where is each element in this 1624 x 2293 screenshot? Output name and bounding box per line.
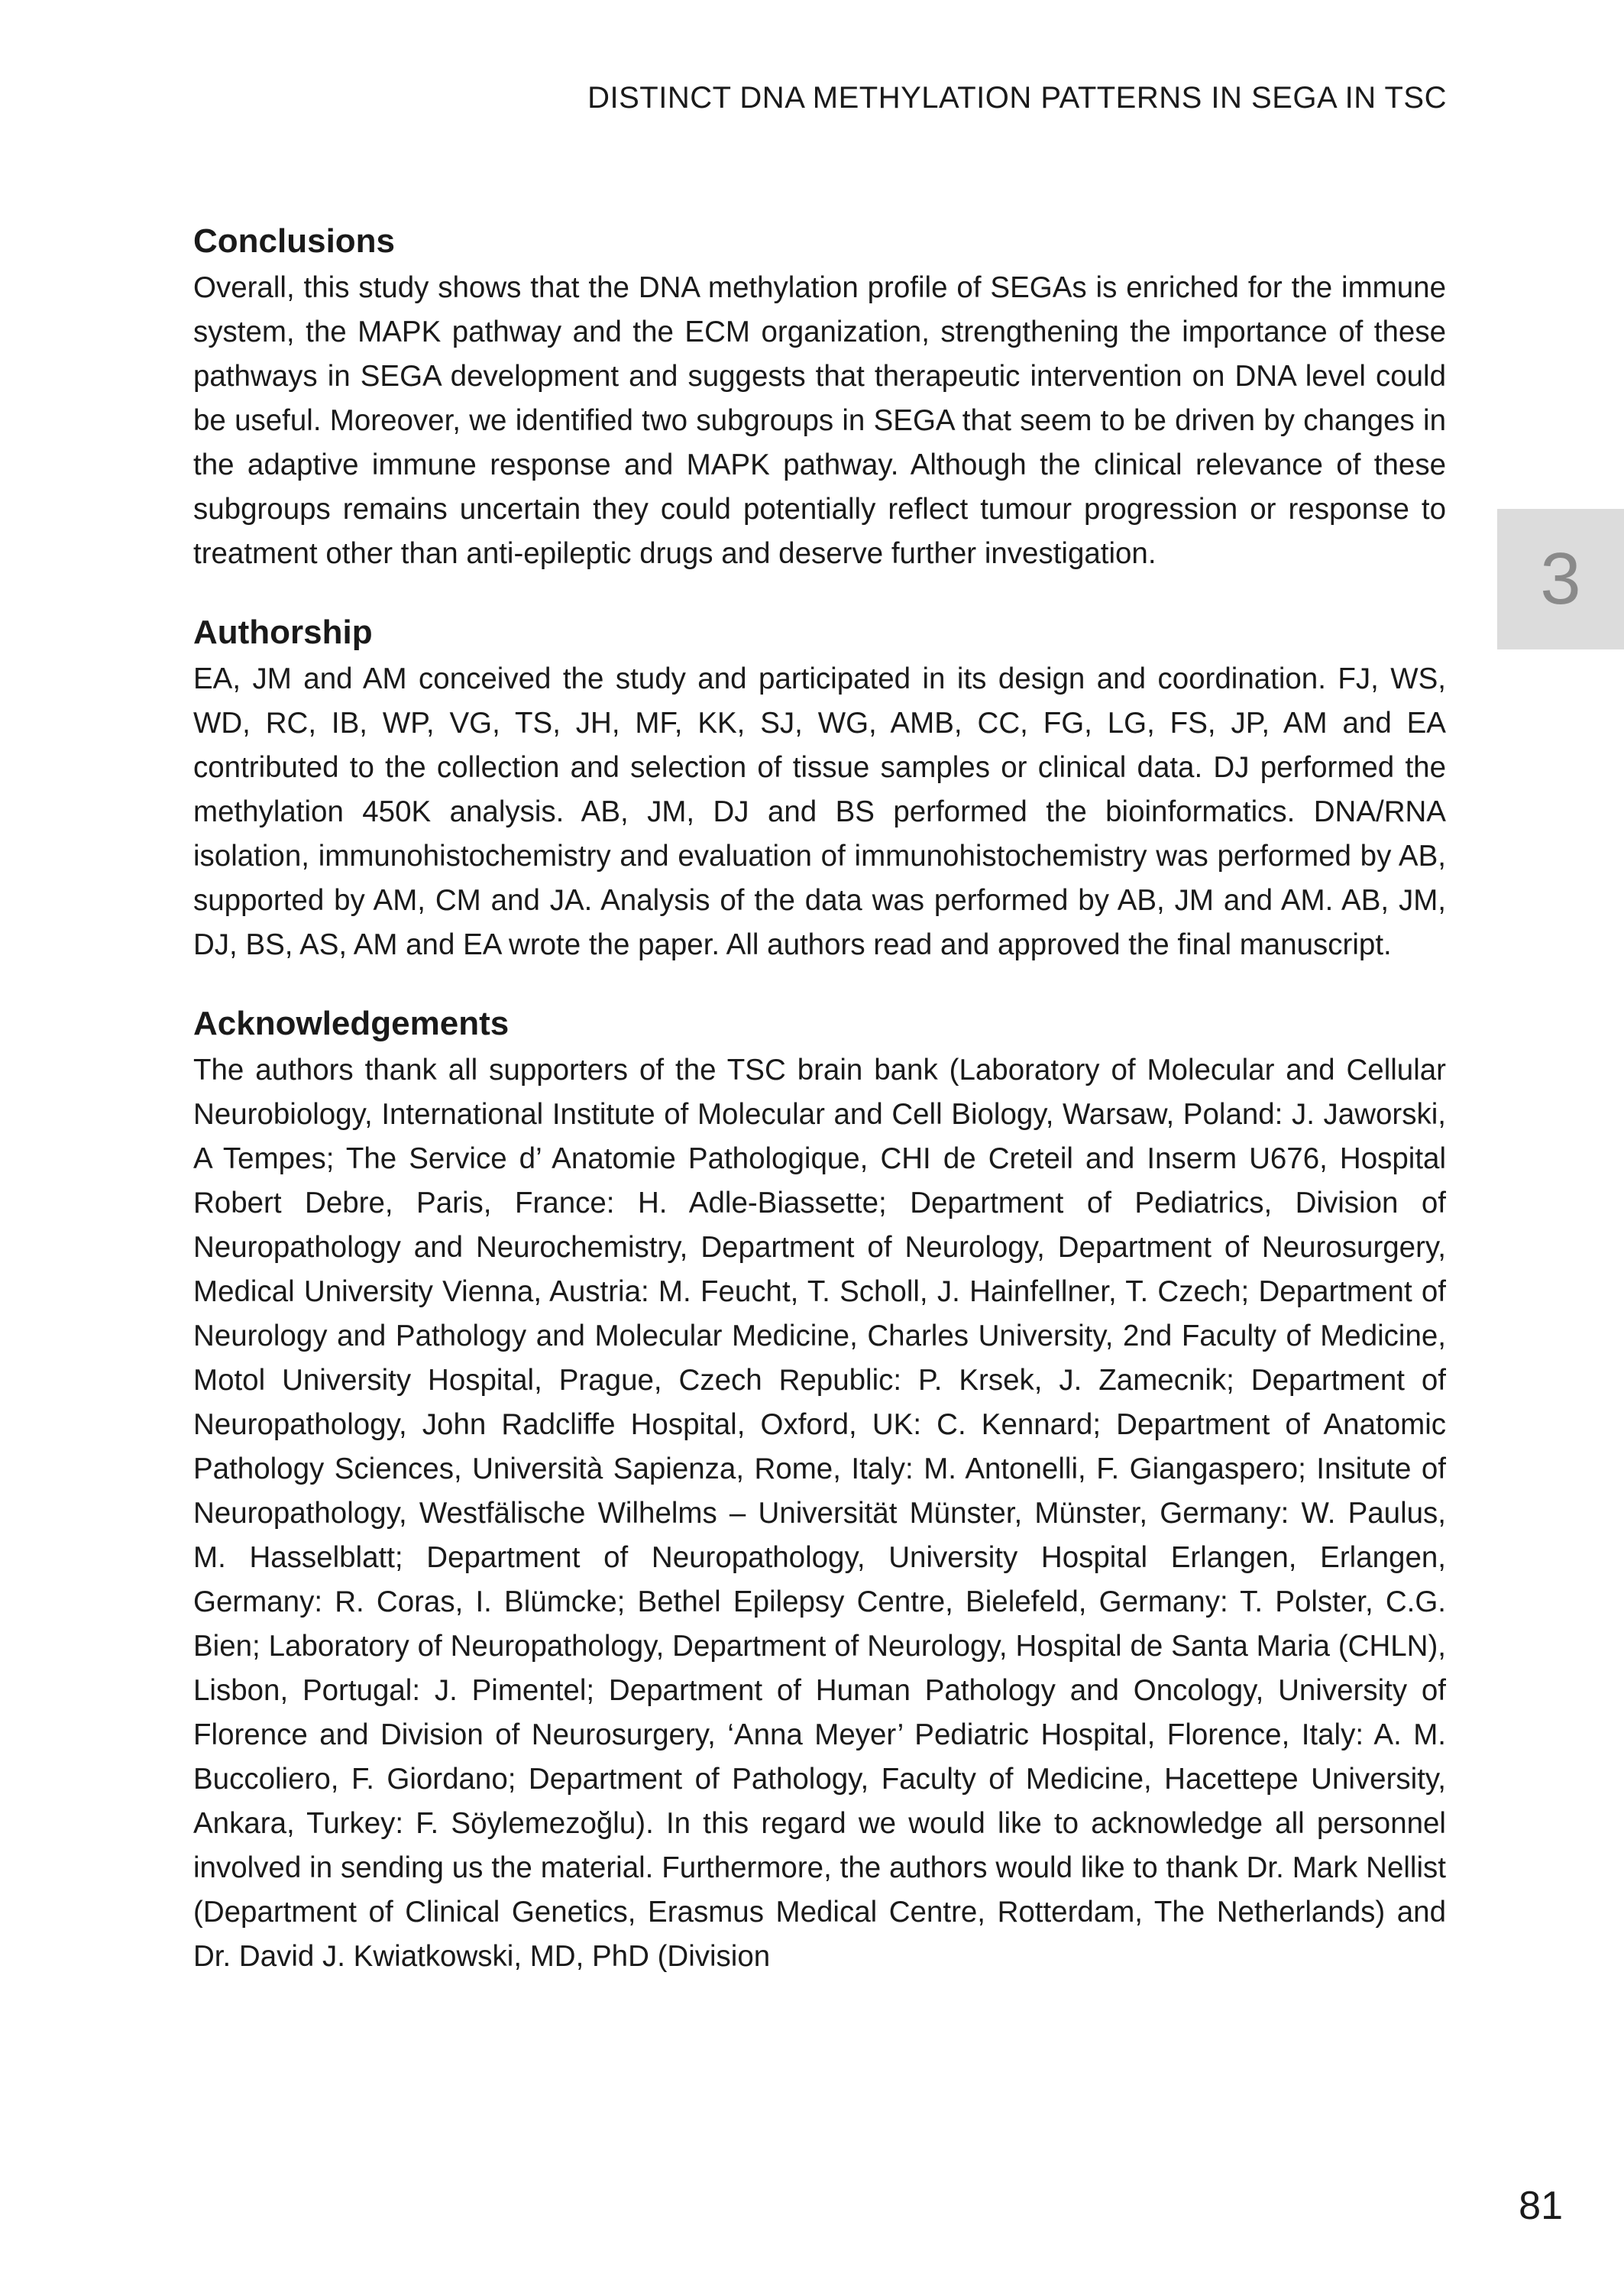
acknowledgements-text: The authors thank all supporters of the TSC brain bank (Laboratory of Molecular and Cellular Neurobiology, International Institute of Molecular and Cell Biology, Warsaw, Poland: J. Jaworski, A Tempes; The Service d’ Anatomie Pathologique, CHI de Creteil and Inserm U676, Hospital Robert Debre, Paris, France: H. Adle-Biassette; Department of Pediatrics, Division of Neuropathology and Neurochemistry, Department of Neurology, Department of Neurosurgery, Medical University Vienna, Austria: M. Feucht, T. Scholl, J. Hainfellner, T. Czech; Department of Neurology and Pathology and Molecular Medicine, Charles University, 2nd Faculty of Medicine, Motol University Hospital, Prague, Czech Republic: P. Krsek, J. Zamecnik; Department of Neuropathology, John Radcliffe Hospital, Oxford, UK: C. Kennard; Department of Anatomic Pathology Sciences, Università Sapienza, Rome, Italy: M. Antonelli, F. Giangaspero; Insitute of Neuropathology, Westfälische Wilhelms – Universität Münster, Münster, Germany: W. Paulus, M. Hasselblatt; Department of Neuropathology, University Hospital Erlangen, Erlangen, Germany: R. Coras, I. Blümcke; Bethel Epilepsy Centre, Bielefeld, Germany: T. Polster, C.G. Bien; Laboratory of Neuropathology, Department of Neurology, Hospital de Santa Maria (CHLN), Lisbon, Portugal: J. Pimentel; Department of Human Pathology and Oncology, University of Florence and Division of Neurosurgery, ‘Anna Meyer’ Pediatric Hospital, Florence, Italy: A. M. Buccoliero, F. Giordano; Department of Pathology, Faculty of Medicine, Hacettepe University, Ankara, Turkey: F. Söylemezoğlu). In this regard we would like to acknowledge all personnel involved in sending us the material. Furthermore, the authors would like to thank Dr. Mark Nellist (Department of Clinical Genetics, Erasmus Medical Centre, Rotterdam, The Netherlands) and Dr. David J. Kwiatkowski, MD, PhD (Division — [193, 1054, 1446, 1973]
section-authorship — [193, 611, 1446, 967]
chapter-tab — [1497, 509, 1624, 649]
authorship-heading: Authorship — [193, 614, 373, 651]
chapter-number: 3 — [1540, 538, 1581, 620]
conclusions-heading: Conclusions — [193, 222, 396, 260]
section-acknowledgements — [193, 1002, 1446, 1979]
authorship-text: EA, JM and AM conceived the study and participated in its design and coordination. FJ, WS, WD, RC, IB, WP, VG, TS, JH, MF, KK, SJ, WG, AMB, CC, FG, LG, FS, JP, AM and EA contributed to the collection and selection of tissue samples or clinical data. DJ performed the methylation 450K analysis. AB, JM, DJ and BS performed the bioinformatics. DNA/RNA isolation, immunohistochemistry and evaluation of immunohistochemistry was performed by AB, supported by AM, CM and JA. Analysis of the data was performed by AB, JM and AM. AB, JM, DJ, BS, AS, AM and EA wrote the paper. All authors read and approved the final manuscript. — [193, 662, 1446, 961]
acknowledgements-heading: Acknowledgements — [193, 1005, 510, 1042]
conclusions-text: Overall, this study shows that the DNA methylation profile of SEGAs is enriched for the immune system, the MAPK pathway and the ECM organization, strengthening the importance of these pathways in SEGA development and suggests that therapeutic intervention on DNA level could be useful. Moreover, we identified two subgroups in SEGA that seem to be driven by changes in the adaptive immune response and MAPK pathway. Although the clinical relevance of these subgroups remains uncertain they could potentially reflect tumour progression or response to treatment other than anti-epileptic drugs and deserve further investigation. — [193, 271, 1446, 570]
page-content — [193, 220, 1446, 2014]
section-conclusions — [193, 220, 1446, 576]
page-number: 81 — [1519, 2184, 1563, 2228]
running-header: DISTINCT DNA METHYLATION PATTERNS IN SEGA IN TSC — [587, 81, 1447, 115]
